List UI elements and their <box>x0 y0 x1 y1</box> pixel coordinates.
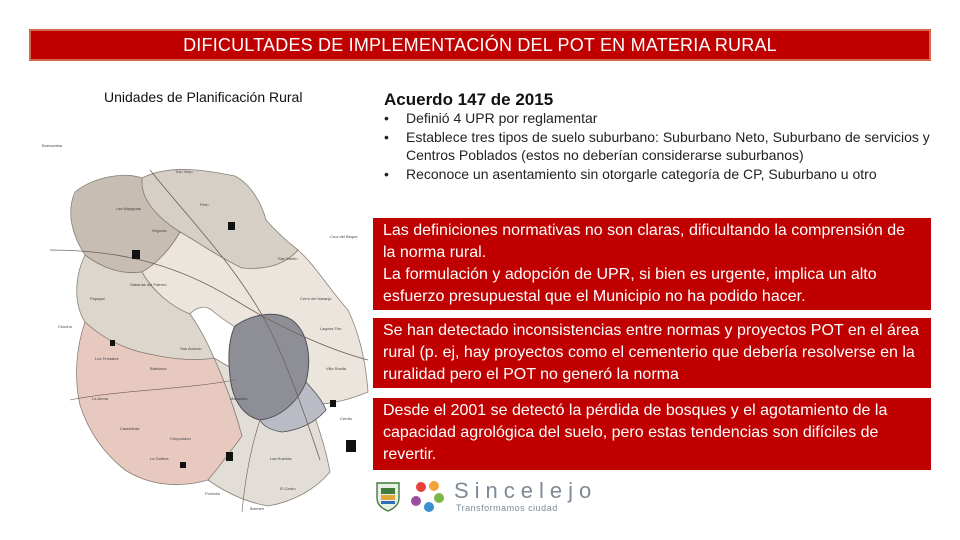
map-label: Babilonia <box>150 366 167 371</box>
map-label: Buenavista <box>42 143 62 148</box>
map-label: Los Tendales <box>95 356 119 361</box>
flower-logo-icon <box>408 478 446 514</box>
box-text: Desde el 2001 se detectó la pérdida de bosques y el agotamiento de la capacidad agrológica del suelo, pero estas tendencias son difíciles de revertir. <box>383 402 888 463</box>
acuerdo-title: Acuerdo 147 de 2015 <box>384 90 554 109</box>
map-label: Sabanas del Potrero <box>130 282 167 287</box>
map-label: Las Huertas <box>270 456 292 461</box>
footer-logo <box>372 476 612 516</box>
map-label: Papayal <box>90 296 105 301</box>
map-settlement <box>226 452 233 461</box>
list-item: • Definió 4 UPR por reglamentar <box>384 109 944 128</box>
brand-tagline: Transformamos ciudad <box>456 503 558 513</box>
map-label: Villa Rosita <box>326 366 346 371</box>
box-text: Las definiciones normativas no son claras, dificultando la comprensión de la norma rural. <box>383 222 906 261</box>
map-label: Chupundún <box>170 436 191 441</box>
map-label: El Cedro <box>280 486 296 491</box>
brand-name: Sincelejo <box>454 478 598 503</box>
map-label: Cruz del Beque <box>330 234 358 239</box>
map-label: Segovia <box>152 228 167 233</box>
map-label: Perú <box>200 202 209 207</box>
difficulty-box-forests <box>373 398 931 470</box>
map-label: Cerro del Naranjo <box>300 296 332 301</box>
map-settlement <box>228 222 235 230</box>
map-label: Castañeda <box>120 426 140 431</box>
box-text: La formulación y adopción de UPR, si bien es urgente, implica un alto esfuerzo presupuestal que el Municipio no ha podido hacer. <box>383 266 877 305</box>
map-label: Cerrito <box>340 416 353 421</box>
acuerdo-bullet-list <box>384 109 944 217</box>
list-item: • Reconoce un asentamiento sin otorgarle categoría de CP, Suburbano u otro <box>384 165 944 184</box>
map-label: La Gallera <box>150 456 169 461</box>
box-text: Se han detectado inconsistencias entre normas y proyectos POT en el área rural (p. ej, hay proyectos como el cementerio que debería resolverse en la ruralidad pero el POT no generó la norma <box>383 322 920 383</box>
map-label: Laguna Flor <box>320 326 342 331</box>
municipal-seal-icon <box>374 480 402 512</box>
map-label: La Arena <box>92 396 109 401</box>
map-settlement <box>110 340 115 346</box>
map-settlement <box>330 400 336 407</box>
map-label: Tulu Viejo <box>175 169 193 174</box>
rural-planning-units-map <box>30 100 370 520</box>
map-label: Manantial <box>230 396 248 401</box>
page-title: DIFICULTADES DE IMPLEMENTACIÓN DEL POT EN MATERIA RURAL <box>29 29 931 61</box>
difficulty-box-inconsistencies <box>373 318 931 388</box>
map-settlement <box>132 250 140 259</box>
difficulty-box-definitions <box>373 218 931 310</box>
map-caption: Unidades de Planificación Rural <box>104 89 303 105</box>
map-label: Chochó <box>58 324 72 329</box>
map-label: Las Majaguas <box>116 206 141 211</box>
map-label: San Martín <box>278 256 298 261</box>
map-label: Bremen <box>250 506 265 511</box>
map-label: San Antonio <box>180 346 202 351</box>
map-settlement <box>180 462 186 468</box>
map-settlement <box>346 440 356 452</box>
list-item: • Establece tres tipos de suelo suburbano: Suburbano Neto, Suburbano de servicios y Centros Poblados (estos no deberían considerarse suburbanos) <box>384 128 944 165</box>
map-label: Pochotá <box>205 491 220 496</box>
